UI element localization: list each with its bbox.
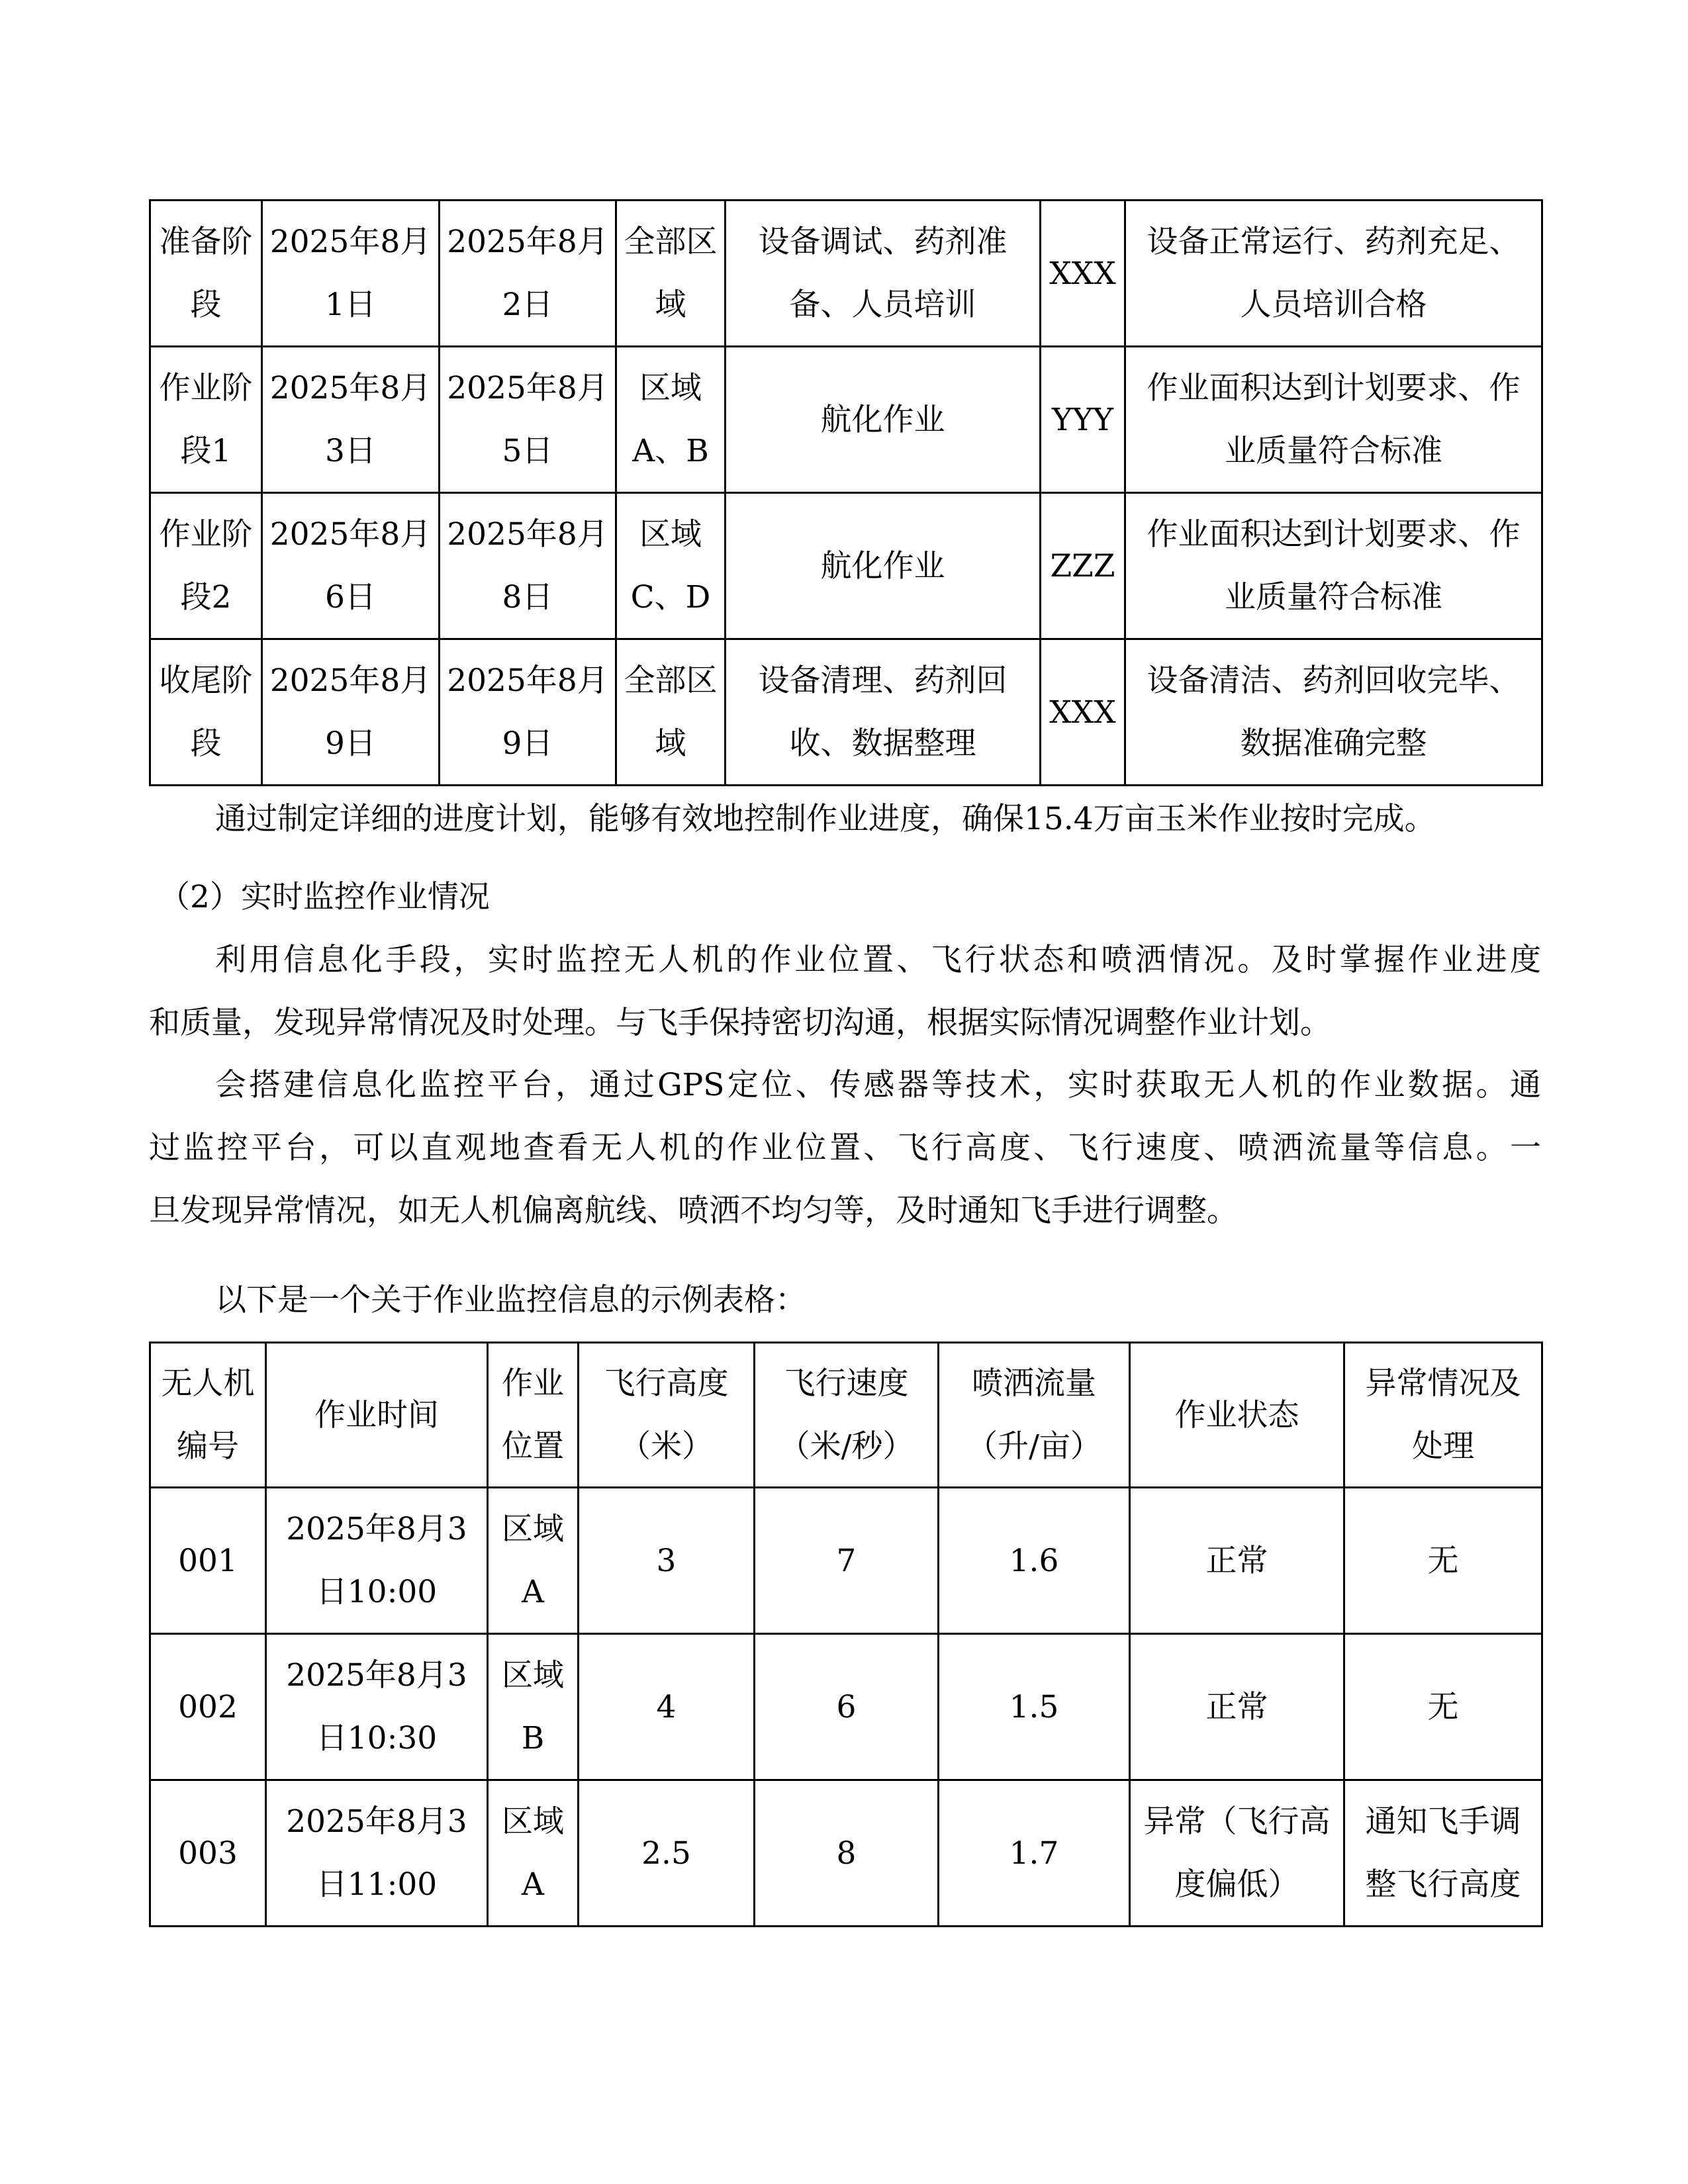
table-cell xyxy=(488,1488,579,1634)
cell-text: 9日 xyxy=(325,725,376,762)
cell-text: 处理 xyxy=(1412,1428,1474,1465)
cell-text: 002 xyxy=(178,1688,238,1725)
table-cell xyxy=(616,347,726,493)
table-cell xyxy=(262,347,440,493)
cell-text: 区域 xyxy=(639,370,702,406)
cell-text: 飞行速度 xyxy=(784,1365,909,1402)
table-cell xyxy=(579,1634,755,1780)
table-cell xyxy=(266,1634,488,1780)
cell-text: 4 xyxy=(656,1688,677,1725)
cell-text: 2.5 xyxy=(641,1835,691,1872)
cell-text: 001 xyxy=(178,1542,238,1579)
cell-text: 区域 xyxy=(502,1511,564,1547)
table-cell xyxy=(262,201,440,347)
cell-text: 度偏低） xyxy=(1174,1866,1299,1903)
table-row xyxy=(150,493,1542,639)
cell-text: 2025年8月 xyxy=(447,370,608,406)
table-cell xyxy=(440,493,616,639)
table-cell xyxy=(1125,201,1542,347)
table-row xyxy=(150,1488,1542,1634)
table-cell xyxy=(1041,347,1125,493)
table-cell xyxy=(616,201,726,347)
cell-text: 作业 xyxy=(502,1365,564,1402)
table-header-row xyxy=(150,1343,1542,1488)
table-row xyxy=(150,1780,1542,1927)
cell-text: B xyxy=(521,1720,545,1756)
cell-text: 通知飞手调 xyxy=(1365,1803,1521,1840)
table-cell xyxy=(939,1780,1130,1927)
table-cell xyxy=(579,1343,755,1488)
cell-text: 2025年8月 xyxy=(269,662,432,699)
table-cell xyxy=(440,639,616,786)
cell-text: 9日 xyxy=(502,725,553,762)
cell-text: 喷洒流量 xyxy=(972,1365,1096,1402)
cell-text: 7 xyxy=(836,1542,857,1579)
table-cell xyxy=(1041,201,1125,347)
table-row xyxy=(150,201,1542,347)
cell-text: 全部区 xyxy=(624,224,718,260)
paragraph-line: （2）实时监控作业情况 xyxy=(159,879,490,915)
table-cell xyxy=(488,1634,579,1780)
cell-text: 收尾阶 xyxy=(159,662,253,699)
cell-text: 设备正常运行、药剂充足、 xyxy=(1147,224,1521,260)
cell-text: 2025年8月 xyxy=(447,662,608,699)
cell-text: 作业面积达到计划要求、作 xyxy=(1147,516,1521,553)
section-heading xyxy=(159,866,1551,929)
cell-text: 作业阶 xyxy=(159,370,253,406)
cell-text: 2025年8月 xyxy=(269,370,432,406)
table-cell xyxy=(616,493,726,639)
cell-text: A xyxy=(522,1866,544,1903)
table-cell xyxy=(939,1343,1130,1488)
cell-text: 2025年8月 xyxy=(269,224,432,260)
table-cell xyxy=(1344,1488,1542,1634)
cell-text: 2025年8月 xyxy=(269,516,432,553)
table-cell xyxy=(488,1780,579,1927)
cell-text: 区域 xyxy=(502,1803,564,1840)
table-cell xyxy=(1041,639,1125,786)
cell-text: 1.5 xyxy=(1009,1688,1059,1725)
paragraph-line: 会搭建信息化监控平台，通过GPS定位、传感器等技术，实时获取无人机的作业数据。通 xyxy=(215,1067,1541,1103)
table-cell xyxy=(726,201,1041,347)
cell-text: ZZZ xyxy=(1050,547,1115,584)
cell-text: 作业面积达到计划要求、作 xyxy=(1147,370,1521,406)
table-cell xyxy=(1125,347,1542,493)
table-cell xyxy=(150,1634,266,1780)
table-cell xyxy=(266,1343,488,1488)
cell-text: （米） xyxy=(620,1428,713,1465)
table-cell xyxy=(150,1343,266,1488)
cell-text: 区域 xyxy=(502,1657,564,1694)
cell-text: 业质量符合标准 xyxy=(1225,579,1442,615)
paragraph-line: 以下是一个关于作业监控信息的示例表格： xyxy=(215,1282,806,1318)
cell-text: 5日 xyxy=(502,433,553,469)
cell-text: 8日 xyxy=(502,579,553,615)
cell-text: 6 xyxy=(836,1688,857,1725)
cell-text: 1.7 xyxy=(1009,1835,1059,1872)
table-cell xyxy=(266,1488,488,1634)
cell-text: 异常（飞行高 xyxy=(1143,1803,1331,1840)
cell-text: 2025年8月 xyxy=(447,224,608,260)
table-cell xyxy=(150,1488,266,1634)
table-cell xyxy=(1125,639,1542,786)
cell-text: 备、人员培训 xyxy=(789,287,976,323)
paragraph-line: 过监控平台，可以直观地查看无人机的作业位置、飞行高度、飞行速度、喷洒流量等信息。一 xyxy=(149,1130,1541,1166)
table-cell xyxy=(150,201,262,347)
table-cell xyxy=(579,1780,755,1927)
table-row xyxy=(150,347,1542,493)
table-cell xyxy=(1130,1780,1344,1927)
table-cell xyxy=(755,1634,939,1780)
cell-text: 日11:00 xyxy=(316,1866,438,1903)
table-cell xyxy=(726,493,1041,639)
table-cell xyxy=(150,493,262,639)
cell-text: 8 xyxy=(836,1835,857,1872)
cell-text: 编号 xyxy=(177,1428,239,1465)
cell-text: 设备调试、药剂准 xyxy=(758,224,1008,260)
table-cell xyxy=(262,493,440,639)
table-cell xyxy=(440,201,616,347)
cell-text: 域 xyxy=(655,725,686,762)
cell-text: 003 xyxy=(178,1835,238,1872)
cell-text: A xyxy=(522,1574,544,1610)
cell-text: 2025年8月3 xyxy=(286,1657,467,1694)
cell-text: C、D xyxy=(630,579,711,615)
cell-text: 数据准确完整 xyxy=(1240,725,1427,762)
cell-text: XXX xyxy=(1049,694,1116,731)
cell-text: 段2 xyxy=(180,579,232,615)
cell-text: 人员培训合格 xyxy=(1240,287,1427,323)
cell-text: 无 xyxy=(1427,1688,1459,1725)
cell-text: 设备清洁、药剂回收完毕、 xyxy=(1147,662,1521,699)
cell-text: 设备清理、药剂回 xyxy=(758,662,1008,699)
cell-text: 3日 xyxy=(325,433,376,469)
cell-text: 区域 xyxy=(639,516,702,553)
cell-text: 全部区 xyxy=(624,662,718,699)
cell-text: 2025年8月3 xyxy=(286,1511,467,1547)
cell-text: A、B xyxy=(632,433,709,469)
monitoring-intro-paragraph xyxy=(149,929,1541,1054)
table-cell xyxy=(616,639,726,786)
cell-text: （升/亩） xyxy=(966,1428,1102,1465)
cell-text: 无人机 xyxy=(161,1365,255,1402)
table-cell xyxy=(755,1488,939,1634)
cell-text: 整飞行高度 xyxy=(1365,1866,1521,1903)
table-cell xyxy=(1130,1634,1344,1780)
cell-text: 无 xyxy=(1427,1542,1459,1579)
table-cell xyxy=(150,1780,266,1927)
cell-text: 业质量符合标准 xyxy=(1225,433,1442,469)
cell-text: 1.6 xyxy=(1009,1542,1059,1579)
table-cell xyxy=(266,1780,488,1927)
cell-text: 3 xyxy=(656,1542,677,1579)
table-cell xyxy=(1344,1634,1542,1780)
cell-text: 航化作业 xyxy=(820,547,945,584)
cell-text: 域 xyxy=(655,287,686,323)
cell-text: 飞行高度 xyxy=(604,1365,729,1402)
cell-text: 日10:00 xyxy=(316,1574,438,1610)
cell-text: 作业时间 xyxy=(314,1396,439,1433)
table-cell xyxy=(1041,493,1125,639)
cell-text: 6日 xyxy=(325,579,376,615)
cell-text: XXX xyxy=(1049,255,1116,292)
cell-text: 2日 xyxy=(502,287,553,323)
cell-text: （米/秒） xyxy=(778,1428,914,1465)
cell-text: 2025年8月3 xyxy=(286,1803,467,1840)
table-cell xyxy=(440,347,616,493)
table-cell xyxy=(939,1634,1130,1780)
paragraph-line: 和质量，发现异常情况及时处理。与飞手保持密切沟通，根据实际情况调整作业计划。 xyxy=(149,1005,1331,1041)
cell-text: 作业状态 xyxy=(1174,1396,1299,1433)
monitor-table xyxy=(149,1342,1543,1927)
table-cell xyxy=(579,1488,755,1634)
schedule-summary-paragraph xyxy=(149,788,1541,850)
cell-text: 段1 xyxy=(180,433,232,469)
cell-text: 正常 xyxy=(1205,1542,1268,1579)
table-cell xyxy=(150,347,262,493)
table-cell xyxy=(1130,1343,1344,1488)
cell-text: 2025年8月 xyxy=(447,516,608,553)
table-cell xyxy=(1344,1780,1542,1927)
table-cell xyxy=(1344,1343,1542,1488)
table-cell xyxy=(1125,493,1542,639)
paragraph-line: 旦发现异常情况，如无人机偏离航线、喷洒不均匀等，及时通知飞手进行调整。 xyxy=(149,1193,1238,1229)
cell-text: 作业阶 xyxy=(159,516,253,553)
cell-text: YYY xyxy=(1051,401,1114,438)
table-cell xyxy=(150,639,262,786)
schedule-table xyxy=(149,199,1543,786)
cell-text: 日10:30 xyxy=(316,1720,438,1756)
table-cell xyxy=(726,347,1041,493)
cell-text: 准备阶 xyxy=(159,224,253,260)
cell-text: 航化作业 xyxy=(820,401,945,438)
table-row xyxy=(150,639,1542,786)
table-cell xyxy=(262,639,440,786)
table-cell xyxy=(1130,1488,1344,1634)
table-cell xyxy=(755,1780,939,1927)
table-cell xyxy=(488,1343,579,1488)
cell-text: 位置 xyxy=(502,1428,564,1465)
platform-paragraph xyxy=(149,1054,1541,1242)
cell-text: 异常情况及 xyxy=(1365,1365,1521,1402)
table-cell xyxy=(755,1343,939,1488)
table-intro-paragraph xyxy=(149,1269,1541,1332)
cell-text: 正常 xyxy=(1205,1688,1268,1725)
table-row xyxy=(150,1634,1542,1780)
table-cell xyxy=(939,1488,1130,1634)
paragraph-line: 利用信息化手段，实时监控无人机的作业位置、飞行状态和喷洒情况。及时掌握作业进度 xyxy=(215,942,1541,978)
cell-text: 段 xyxy=(190,287,222,323)
cell-text: 段 xyxy=(190,725,222,762)
table-cell xyxy=(726,639,1041,786)
paragraph-line: 通过制定详细的进度计划，能够有效地控制作业进度，确保15.4万亩玉米作业按时完成。 xyxy=(215,801,1436,837)
cell-text: 1日 xyxy=(325,287,376,323)
cell-text: 收、数据整理 xyxy=(789,725,976,762)
